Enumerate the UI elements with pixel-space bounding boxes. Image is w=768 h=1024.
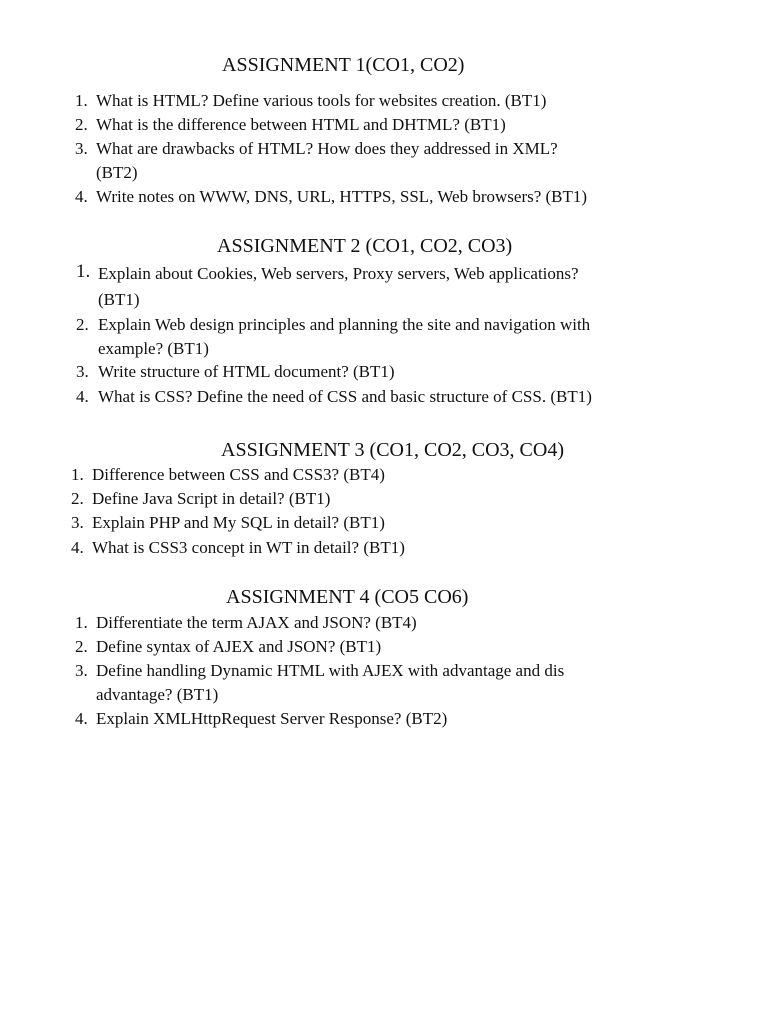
assignment-4-title: ASSIGNMENT 4 (CO5 CO6) (226, 586, 469, 608)
assignment-1-title: ASSIGNMENT 1(CO1, CO2) (222, 54, 465, 76)
assignment-2-title: ASSIGNMENT 2 (CO1, CO2, CO3) (217, 235, 513, 257)
document-page: ASSIGNMENT 1(CO1, CO2) 1. What is HTML? Define various tools for websites creation. (BT1) 2. What is the difference between HTML and DHTML? (BT1) 3. What are drawbacks of HTML? How does they addressed in XML? (BT2) 4. Write notes on WWW, DNS, URL, HTTPS, SSL, Web browsers? (BT1) ASSIGNMENT 2 (CO1, CO2, CO3) 1. Explain about Cookies, Web servers, Proxy servers, Web applications? (BT1) 2. Explain Web design principles and planning the site and navigation with example? (BT1) 3. Write structure of HTML document? (BT1) 4. What is CSS? Define the need of CSS and basic structure of CSS. (BT1) ASSIGNMENT 3 (CO1, CO2, CO3, CO4) 1. Difference between CSS and CSS3? (BT4) 2. Define Java Script in detail? (BT1) 3. Explain PHP and My SQL in detail? (BT1) 4. What is CSS3 concept in WT in detail? (BT1) ASSIGNMENT 4 (CO5 CO6) 1. Differentiate the term AJAX and JSON? (BT4) 2. Define syntax of AJEX and JSON? (BT1) 3. Define handling Dynamic HTML with AJEX with advantage and dis advantage? (BT1) 4. Explain XMLHttpRequest Server Response? (BT2) (71, 54, 592, 728)
assignment-3-title: ASSIGNMENT 3 (CO1, CO2, CO3, CO4) (221, 439, 564, 461)
